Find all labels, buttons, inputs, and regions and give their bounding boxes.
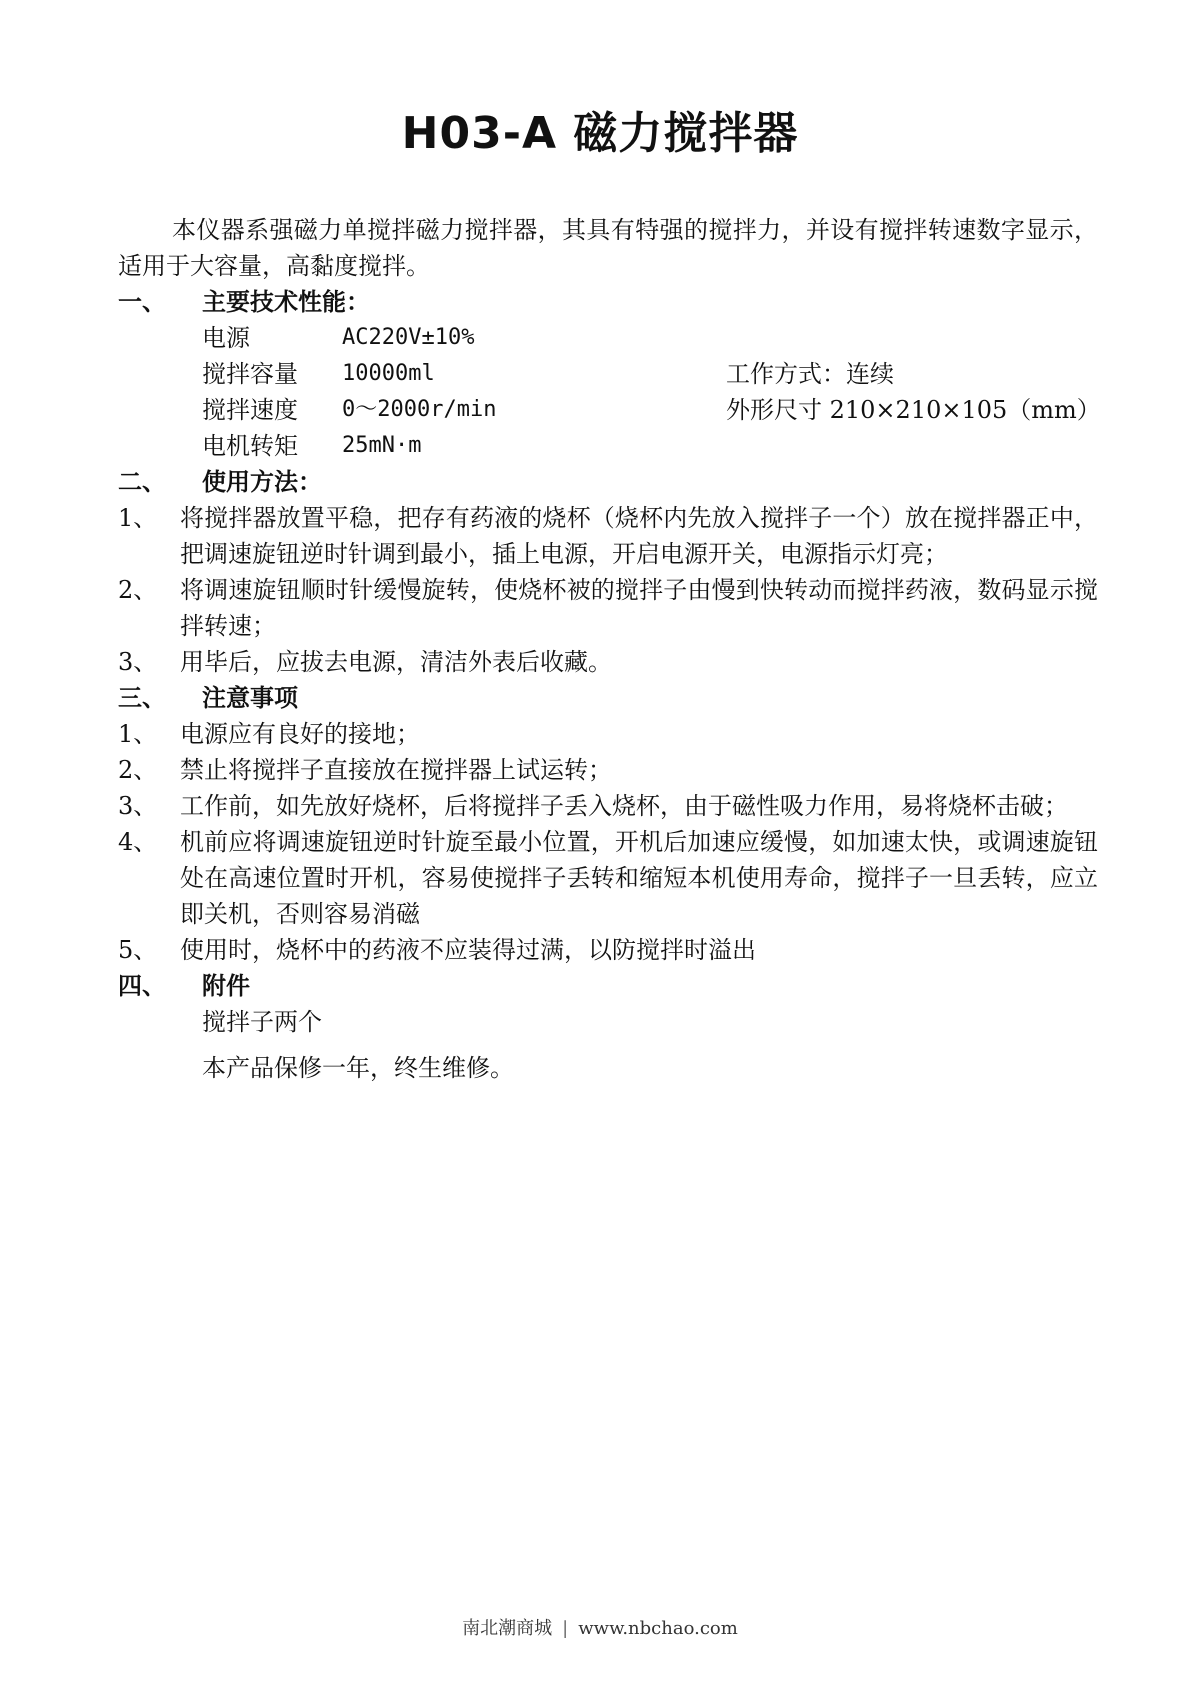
list-item [118,788,1098,824]
item-text: 禁止将搅拌子直接放在搅拌器上试运转； [180,756,612,784]
footer-separator: | [562,1618,569,1639]
footer-brand: 南北潮商城 [462,1618,553,1639]
precautions-list [118,716,1098,968]
item-number: 5、 [118,936,158,964]
list-item [118,716,1098,752]
usage-list [118,500,1098,680]
item-number: 2、 [118,576,158,604]
section-number: 二、 [118,468,166,496]
item-number: 3、 [118,792,158,820]
item-text: 工作前，如先放好烧杯，后将搅拌子丢入烧杯，由于磁性吸力作用，易将烧杯击破； [180,792,1068,820]
warranty-line: 本产品保修一年，终生维修。 [202,1054,514,1082]
list-item [118,644,1098,680]
section-number: 三、 [118,684,166,712]
item-text: 将搅拌器放置平稳，把存有药液的烧杯（烧杯内先放入搅拌子一个）放在搅拌器正中，把调速旋钮逆时针调到最小，插上电源，开启电源开关，电源指示灯亮； [180,504,1098,568]
section-heading-accessories [118,968,1098,1004]
spec-extra [726,320,1098,356]
spec-extra: 外形尺寸 210×210×105（mm） [726,396,1101,424]
section-number: 四、 [118,972,166,1000]
item-number: 1、 [118,504,158,532]
spec-extra [726,428,1098,464]
item-text: 机前应将调速旋钮逆时针旋至最小位置，开机后加速应缓慢，如加速太快，或调速旋钮处在高速位置时开机，容易使搅拌子丢转和缩短本机使用寿命，搅拌子一旦丢转，应立即关机，否则容易消磁 [180,828,1098,928]
section-title: 主要技术性能： [202,288,370,316]
spec-row [118,392,1101,428]
list-item [118,572,1098,644]
spec-label: 搅拌容量 [202,360,298,388]
spec-label: 电源 [202,324,250,352]
spec-row [118,320,1098,356]
section-title: 使用方法： [202,468,322,496]
spec-label: 电机转矩 [202,432,298,460]
list-item [118,752,1098,788]
section-heading-precautions [118,680,1098,716]
item-text: 将调速旋钮顺时针缓慢旋转，使烧杯被的搅拌子由慢到快转动而搅拌药液，数码显示搅拌转速； [180,576,1098,640]
list-item [118,932,1098,968]
item-text: 电源应有良好的接地； [180,720,420,748]
spec-extra: 工作方式：连续 [726,360,894,388]
item-number: 2、 [118,756,158,784]
intro-paragraph: 本仪器系强磁力单搅拌磁力搅拌器，其具有特强的搅拌力，并设有搅拌转速数字显示，适用于大容量，高黏度搅拌。 [118,216,1098,280]
document-title: H03-A 磁力搅拌器 [401,108,799,159]
spec-value: 0～2000r/min [342,397,497,422]
spec-label: 搅拌速度 [202,396,298,424]
item-number: 3、 [118,648,158,676]
section-title: 注意事项 [202,684,298,712]
footer-url: www.nbchao.com [578,1618,738,1639]
spec-value: 25mN·m [342,433,422,458]
spec-table [118,320,1101,464]
item-number: 1、 [118,720,158,748]
section-title: 附件 [202,972,250,1000]
list-item [118,500,1098,572]
section-heading-specs [118,284,1098,320]
section-number: 一、 [118,288,166,316]
item-number: 4、 [118,828,158,856]
item-text: 使用时，烧杯中的药液不应装得过满，以防搅拌时溢出 [180,936,756,964]
list-item [118,824,1098,932]
section-heading-usage [118,464,1098,500]
spec-value: 10000ml [342,361,435,386]
spec-row [118,428,1098,464]
item-text: 用毕后，应拔去电源，清洁外表后收藏。 [180,648,612,676]
accessory-line: 搅拌子两个 [202,1008,322,1036]
spec-value: AC220V±10% [342,325,475,350]
page-footer [0,1616,1200,1642]
document-body [118,212,1101,1086]
spec-row [118,356,1098,392]
